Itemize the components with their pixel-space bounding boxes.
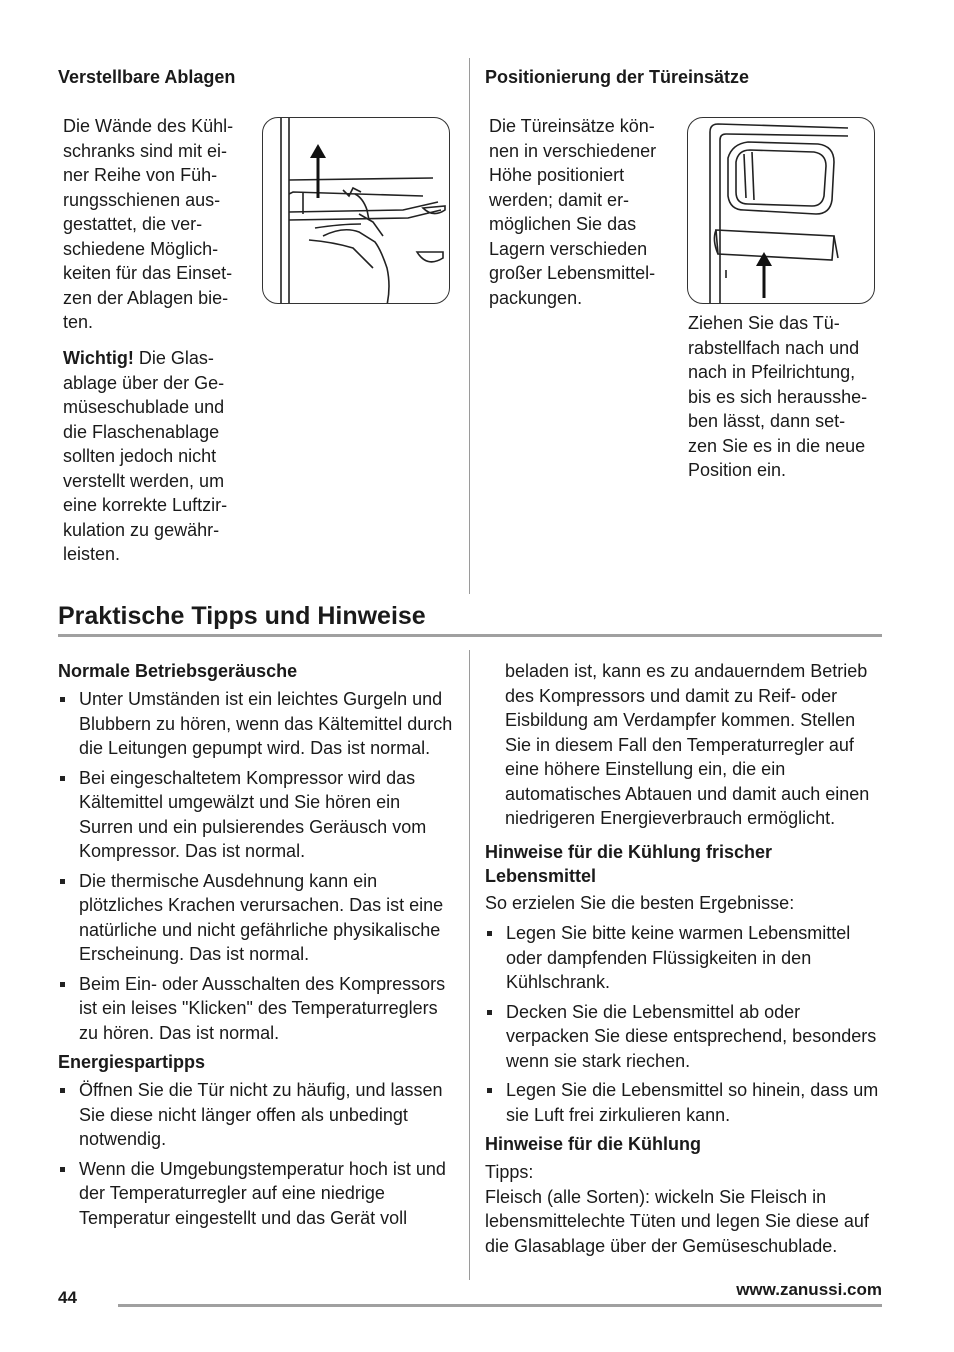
list-item: Decken Sie die Lebensmittel ab oder verpacken Sie diese entsprechend, besonders wenn sie stark riechen. xyxy=(485,1000,882,1074)
text-line: großer Lebensmittel- xyxy=(489,263,656,283)
text-line: keiten für das Einset- xyxy=(63,263,233,283)
text-line: bis es sich herausshe- xyxy=(688,386,868,407)
text-line: zen Sie es in die neue xyxy=(688,435,866,456)
heading-verstellbare-ablagen: Verstellbare Ablagen xyxy=(58,67,236,87)
text-line: eine korrekte Luftzir- xyxy=(63,495,228,515)
paragraph-ablagen-lines xyxy=(63,114,263,335)
list-item: Legen Sie die Lebensmittel so hinein, dass um sie Luft frei zirkulieren kann. xyxy=(485,1078,882,1127)
wichtig-label: Wichtig! xyxy=(63,348,134,368)
text-line: zen der Ablagen bie- xyxy=(63,287,229,308)
tips-text: Fleisch (alle Sorten): wickeln Sie Fleisch in lebensmittelechte Tüten und legen Sie diese auf die Glasablage über der Gemüseschublade. xyxy=(485,1186,869,1256)
text-line: rabstellfach nach und xyxy=(688,337,860,358)
intro-text: So erzielen Sie die besten Ergebnisse: xyxy=(485,892,795,913)
text-line: kulation zu gewähr- xyxy=(63,519,220,540)
text-line: sollten jedoch nicht xyxy=(63,446,217,466)
text-line: gestattet, die ver- xyxy=(63,214,203,234)
text-line: die Flaschenablage xyxy=(63,421,220,442)
wichtig-first: Die Glas- xyxy=(133,348,214,368)
text-line: ten. xyxy=(63,312,94,332)
text-line: möglichen Sie das xyxy=(489,214,637,234)
list-kuhlung-frischer xyxy=(485,921,882,1127)
text-line: ablage über der Ge- xyxy=(63,372,225,393)
text-line: Ziehen Sie das Tü- xyxy=(688,313,840,333)
top-column-divider xyxy=(469,58,470,594)
left-column xyxy=(58,659,456,1235)
text-line: leisten. xyxy=(63,544,121,564)
list-item: Wenn die Umgebungstemperatur hoch ist und der Temperaturregler auf eine niedrige Temperatur eingestellt und das Gerät voll xyxy=(58,1157,456,1231)
bottom-column-divider xyxy=(469,650,470,1280)
text-line: schranks sind mit ei- xyxy=(63,140,228,161)
text-line: packungen. xyxy=(489,287,583,308)
section-title-rule xyxy=(58,634,882,637)
heading-betriebsgerausche: Normale Betriebsgeräusche xyxy=(58,661,298,681)
paragraph-wichtig xyxy=(63,346,263,567)
text-line: Höhe positioniert xyxy=(489,165,625,185)
page-number: 44 xyxy=(58,1288,77,1307)
text-line: rungsschienen aus- xyxy=(63,189,221,210)
paragraph-tureinsatze-lines xyxy=(489,114,679,310)
text-line: nen in verschiedener xyxy=(489,140,657,161)
heading-energiespartipps: Energiespartipps xyxy=(58,1052,206,1072)
shelf-drawing-icon xyxy=(263,118,450,304)
heading-kuhlung: Hinweise für die Kühlung xyxy=(485,1134,702,1154)
list-energiespartipps xyxy=(58,1078,456,1230)
paragraph-wichtig-lines xyxy=(63,371,263,567)
list-betriebsgerausche xyxy=(58,687,456,1045)
text-line: Die Wände des Kühl- xyxy=(63,116,234,136)
list-item: Öffnen Sie die Tür nicht zu häufig, und lassen Sie diese nicht länger offen als unbedingt notwendig. xyxy=(58,1078,456,1152)
text-line: werden; damit er- xyxy=(489,189,630,210)
list-item: Die thermische Ausdehnung kann ein plötzliches Krachen verursachen. Das ist eine natürliche und nicht gefährliche physikalische Erscheinung. Das ist normal. xyxy=(58,869,456,967)
text-line: nach in Pfeilrichtung, xyxy=(688,362,856,382)
text-line: Position ein. xyxy=(688,460,787,480)
door-illustration xyxy=(687,117,875,304)
continuation-text: beladen ist, kann es zu andauerndem Betrieb des Kompressors und damit zu Reif- oder Eisbildung am Verdampfer kommen. Stellen Sie in diesem Fall den Temperaturregler auf eine höhere Einstellung ein, die ein automatisches Abtauen und damit auch einen niedrigeren Energieverbrauch ermöglicht. xyxy=(505,661,870,828)
text-line: Die Türeinsätze kön- xyxy=(489,116,655,136)
section-title: Praktische Tipps und Hinweise xyxy=(58,602,426,630)
paragraph-ziehen xyxy=(688,311,888,483)
list-item: Bei eingeschaltetem Kompressor wird das Kältemittel umgewälzt und Sie hören ein Surren und ein pulsierendes Geräusch vom Kompressor. Das ist normal. xyxy=(58,766,456,864)
list-item: Beim Ein- oder Ausschalten des Kompressors ist ein leises "Klicken" des Temperaturreglers zu hören. Das ist normal. xyxy=(58,972,456,1046)
text-line: Lagern verschieden xyxy=(489,238,648,259)
paragraph-ziehen-lines xyxy=(688,311,888,483)
list-item: Unter Umständen ist ein leichtes Gurgeln und Blubbern zu hören, wenn das Kältemittel durch die Leitungen gepumpt wird. Das ist normal. xyxy=(58,687,456,761)
list-item: Legen Sie bitte keine warmen Lebensmittel oder dampfenden Flüssigkeiten in den Kühlschrank. xyxy=(485,921,882,995)
footer-rule xyxy=(118,1304,882,1307)
right-column xyxy=(485,659,882,1258)
shelf-illustration xyxy=(262,117,450,304)
text-line: müseschublade und xyxy=(63,397,225,417)
text-line: schiedene Möglich- xyxy=(63,238,219,259)
tips-label: Tipps: xyxy=(485,1162,534,1182)
heading-tureinsatze: Positionierung der Türeinsätze xyxy=(485,67,750,87)
heading-kuhlung-frischer: Hinweise für die Kühlung frischer Lebensmittel xyxy=(485,841,773,886)
text-line: ner Reihe von Füh- xyxy=(63,165,218,185)
paragraph-tureinsatze xyxy=(489,114,679,310)
door-drawing-icon xyxy=(688,118,875,304)
paragraph-ablagen xyxy=(63,114,263,335)
text-line: ben lässt, dann set- xyxy=(688,411,846,431)
website-link[interactable]: www.zanussi.com xyxy=(736,1280,882,1299)
text-line: verstellt werden, um xyxy=(63,470,225,491)
